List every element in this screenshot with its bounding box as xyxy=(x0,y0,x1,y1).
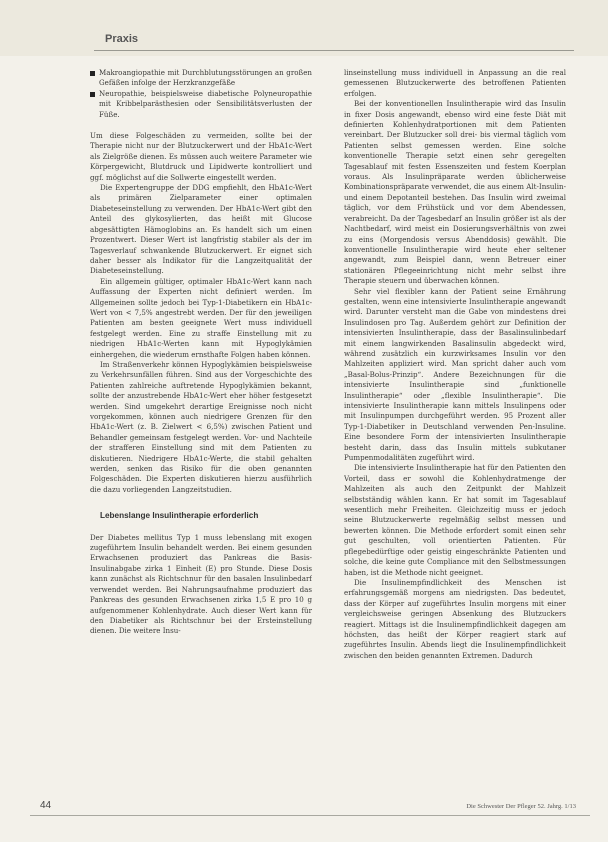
paragraph: Um diese Folgeschäden zu vermeiden, sollte bei der Therapie nicht nur der Blutzuckerwert und der HbA1c-Wert als Zielgröße dienen. Es müssen auch weitere Parameter wie Körpergewicht, Blutdruck und Lipidwerte kontrolliert und ggf. möglichst auf die Sollwerte eingestellt werden. xyxy=(90,131,312,182)
paragraph: Die Expertengruppe der DDG empfiehlt, den HbA1c-Wert als primären Zielparameter einer optimalen Diabeteseinstellung zu verwenden. Der HbA1c-Wert gibt den Anteil des glykosylierten, das heißt mit Glucose abgesättigten Hämoglobins an. Es handelt sich um einen Prozentwert. Dieser Wert ist langfristig stabiler als der im Tagesverlauf schwankende Blutzuckerwert. Er eignet sich daher besser als Indikator für die Langzeitqualität der Diabeteseinstellung. xyxy=(90,183,312,276)
page-number: 44 xyxy=(40,800,52,811)
right-column xyxy=(344,68,566,828)
paragraph: Ein allgemein gültiger, optimaler HbA1c-Wert kann nach Auffassung der Experten nicht definiert werden. Im Allgemeinen sollte jedoch bei Typ-1-Diabetikern ein HbA1c-Wert von < 7,5% angestrebt werden. Der für den jeweiligen Patienten am besten geeignete Wert muss individuell festgelegt werden. Eine zu straffe Einstellung mit zu niedrigen HbA1c-Werten kann mit Hypoglykämien einhergehen, die wiederum ernsthafte Folgen haben können. xyxy=(90,276,312,359)
left-column xyxy=(90,68,312,788)
journal-reference: Die Schwester Der Pfleger 52. Jahrg. 1/13 xyxy=(466,803,576,810)
footer-rule xyxy=(30,815,590,816)
paragraph: Im Straßenverkehr können Hypoglykämien beispielsweise zu Verkehrsunfällen führen. Sind aus der Vorgeschichte des Patienten zahlreiche auftretende Hypoglykämien bekannt, sollte der anzustrebende HbA1c-Wert eher höher festgesetzt werden. Sind umgekehrt derartige Ereignisse noch nicht vorgekommen, können auch niedrigere Grenzen für den HbA1c-Wert (z. B. Zielwert < 6,5%) zwischen Patient und Behandler gemeinsam festgelegt werden. Vor- und Nachteile der strafferen Einstellung sind mit dem Patienten zu diskutieren. Niedrigere HbA1c-Werte, die stabil gehalten werden, senken das Risiko für die oben genannten Folgeschäden. Die Experten diskutieren hierzu ausführlich die dazu vorliegenden Langzeitstudien. xyxy=(90,359,312,494)
section-label: Praxis xyxy=(105,33,139,45)
header-rule xyxy=(94,50,574,51)
paragraph: Sehr viel flexibler kann der Patient seine Ernährung gestalten, wenn eine intensivierte Insulintherapie angewandt wird. Darunter versteht man die Gabe von mindestens drei Insulindosen pro Tag. Außerdem gehört zur Definition der intensivierten Insulintherapie, dass der Basalinsulinbedarf mit einem langwirkenden Basalinsulin abgedeckt wird, während zusätzlich ein kurzwirksames Insulin vor den Mahlzeiten appliziert wird. Man spricht daher auch vom „Basal-Bolus-Prinzip“. Andere Bezeichnungen für die intensivierte Insulintherapie sind „funktionelle Insulintherapie“ oder „flexible Insulintherapie“. Die intensivierte Insulintherapie kann mittels Insulinpens oder mit Insulinpumpen durchgeführt werden. 95 Prozent aller Typ-1-Diabetiker in Deutschland verwenden Pen-Insuline. Eine besondere Form der intensivierten Insulintherapie besteht darin, dass das Insulin mittels subkutaner Pumpenmodalitäten zugeführt wird. xyxy=(344,286,566,463)
bullet-item: Makroangiopathie mit Durchblutungsstörungen an großen Gefäßen infolge der Herzkranzgefäße xyxy=(90,68,312,89)
paragraph: Bei der konventionellen Insulintherapie wird das Insulin in fixer Dosis angewandt, ebenso wird eine feste Diät mit definierten Kohlenhydratportionen mit dem Patienten vereinbart. Der Blutzucker soll drei- bis viermal täglich vom Patienten selbst gemessen werden. Eine solche konventionelle Therapie setzt einen sehr geregelten Tagesablauf mit festen Essenszeiten und festem Koerplan voraus. Als Insulinpräparate werden üblicherweise Kombinationspräparate verwendet, die aus einem Alt-Insulin- und einem Depotanteil bestehen. Das Insulin wird zweimal täglich, vor dem Frühstück und vor dem Abendessen, verabreicht. Da der Tagesbedarf an Insulin größer ist als der Nachtbedarf, wird meist ein Dosierungsverhältnis von zwei zu eins (Morgendosis versus Abenddosis) gewählt. Die konventionelle Insulintherapie wird heute eher seltener angewandt, zum Beispiel dann, wenn Betreuer einer stationären Pflegeeinrichtung nicht mehr selbst ihre Therapie steuern und überwachen können. xyxy=(344,99,566,286)
paragraph: Der Diabetes mellitus Typ 1 muss lebenslang mit exogen zugeführtem Insulin behandelt werden. Bei einem gesunden Erwachsenen produziert das Pankreas die Basis-Insulinabgabe zirka 1 Einheit (E) pro Stunde. Diese Dosis kann zunächst als Richtschnur für den basalen Insulinbedarf verwendet werden. Bei Nahrungsaufnahme produziert das Pankreas des gesunden Erwachsenen zirka 1,5 E pro 10 g aufgenommener Kohlenhydrate. Auch dieser Wert kann für den Diabetiker als Richtschnur bei der Ersteinstellung dienen. Die weitere Insu- xyxy=(90,532,312,636)
paragraph: Die Insulinempfindlichkeit des Menschen ist erfahrungsgemäß morgens am niedrigsten. Das bedeutet, dass der Körper auf zugeführtes Insulin morgens mit einer vergleichsweise geringen Absenkung des Blutzuckers reagiert. Mittags ist die Insulinempfindlichkeit dagegen am höchsten, das heißt der Körper reagiert stark auf zugeführtes Insulin. Abends liegt die Insulinempfindlichkeit zwischen den beiden genannten Extremen. Dadurch xyxy=(344,577,566,660)
subheading: Lebenslange Insulintherapie erforderlich xyxy=(100,511,259,521)
bullet-item: Neuropathie, beispielsweise diabetische Polyneuropathie mit Kribbelparästhesien oder Sensibilitätsverlusten der Füße. xyxy=(90,89,312,120)
page-header xyxy=(0,0,608,56)
paragraph: linseinstellung muss individuell in Anpassung an die real gemessenen Blutzuckerwerte des betroffenen Patienten erfolgen. xyxy=(344,68,566,98)
paragraph: Die intensivierte Insulintherapie hat für den Patienten den Vorteil, dass er sowohl die Kohlenhydratmenge der Mahlzeiten als auch den Zeitpunkt der Mahlzeit selbstständig wählen kann. Er hat somit im Tagesablauf wesentlich mehr Freiheiten. Gleichzeitig muss er jedoch seine Blutzuckerwerte regelmäßig selbst messen und bewerten können. Die Methode erfordert somit einen sehr gut geschulten, voll orientierten Patienten. Für pflegebedürftige oder geistig eingeschränkte Patienten und solche, die keine gute Compliance mit den Selbstmessungen haben, ist die Methode nicht geeignet. xyxy=(344,463,566,577)
bullet-list xyxy=(90,68,312,120)
